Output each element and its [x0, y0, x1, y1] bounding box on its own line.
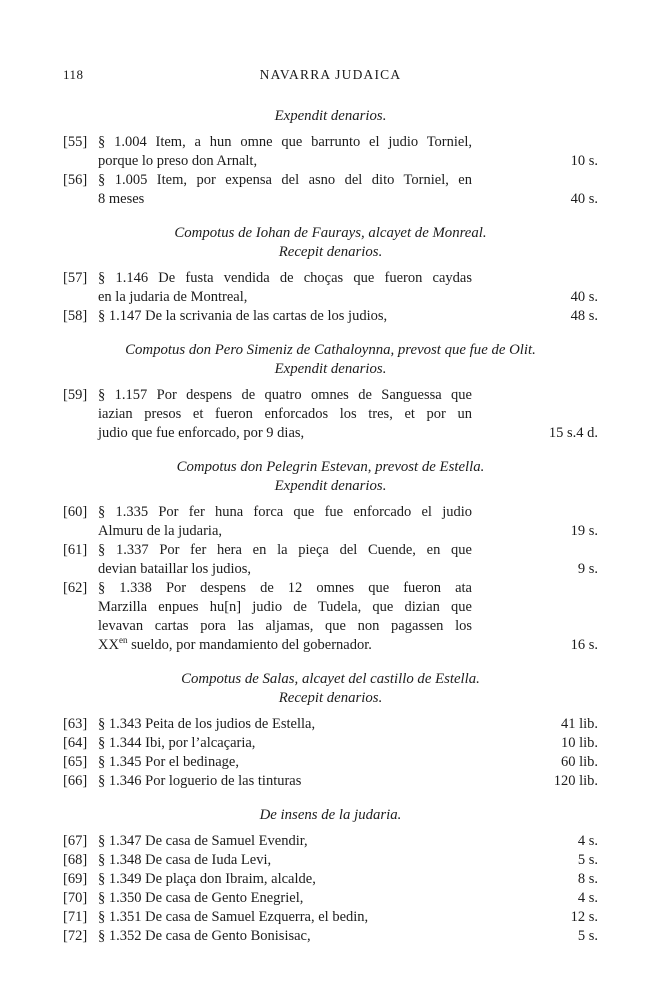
- ledger-entry: [63, 753, 598, 772]
- entry-line: judio que fue enforcado, por 9 dias,: [98, 425, 305, 441]
- page-number: 118: [63, 67, 84, 82]
- section-headings: [63, 806, 598, 825]
- entry-number: [58]: [63, 308, 88, 324]
- entry-amount: 48 s.: [570, 308, 598, 324]
- entry-text: [98, 889, 472, 908]
- entry-line: § 1.337 Por fer hera en la pieça del Cuende, en que: [98, 542, 472, 558]
- entry-line: § 1.349 De plaça don Ibraim, alcalde,: [98, 871, 316, 887]
- entry-text: [98, 870, 472, 889]
- section-heading: Expendit denarios.: [274, 478, 387, 494]
- ledger-entry: [63, 541, 598, 579]
- entry-amount: 9 s.: [577, 561, 598, 577]
- ledger-entry: [63, 908, 598, 927]
- entry-amount: 16 s.: [570, 637, 598, 653]
- account-section: [63, 670, 598, 791]
- account-section: [63, 458, 598, 655]
- entry-line: devian bataillar los judios,: [98, 561, 252, 577]
- entry-line: § 1.350 De casa de Gento Enegriel,: [98, 890, 304, 906]
- running-header: [63, 66, 598, 83]
- ledger-entry: [63, 307, 598, 326]
- ledger-entry: [63, 870, 598, 889]
- entry-number: [55]: [63, 134, 88, 150]
- entry-number: [68]: [63, 852, 88, 868]
- ledger-entry: [63, 133, 598, 171]
- entry-line: Marzilla enpues hu[n] judio de Tudela, que dizian que: [98, 599, 472, 615]
- entry-amount: 10 s.: [570, 153, 598, 169]
- entry-text: [98, 541, 472, 579]
- entry-amount: 12 s.: [570, 909, 598, 925]
- entry-text: [98, 133, 472, 171]
- section-heading: Compotus don Pero Simeniz de Cathaloynna, prevost que fue de Olit.: [125, 342, 536, 358]
- entry-text: [98, 503, 472, 541]
- ledger-entry: [63, 851, 598, 870]
- entry-amount: 4 s.: [577, 890, 598, 906]
- entry-amount: 41 lib.: [560, 716, 598, 732]
- entry-line: § 1.345 Por el bedinage,: [98, 754, 239, 770]
- entry-line: § 1.344 Ibi, por l’alcaçaria,: [98, 735, 256, 751]
- section-heading: Recepit denarios.: [278, 244, 383, 260]
- section-headings: [63, 107, 598, 126]
- entry-number: [57]: [63, 270, 88, 286]
- running-title: NAVARRA JUDAICA: [259, 67, 402, 82]
- section-headings: [63, 341, 598, 379]
- section-heading: Expendit denarios.: [274, 108, 387, 124]
- entry-number: [72]: [63, 928, 88, 944]
- section-heading: De insens de la judaria.: [259, 807, 402, 823]
- entry-line: § 1.004 Item, a hun omne que barrunto el judio Torniel,: [98, 134, 472, 150]
- account-section: [63, 107, 598, 209]
- section-heading: Compotus de Iohan de Faurays, alcayet de Monreal.: [174, 225, 487, 241]
- entry-line: § 1.348 De casa de Iuda Levi,: [98, 852, 272, 868]
- section-heading: Recepit denarios.: [278, 690, 383, 706]
- section-entries: [63, 832, 598, 946]
- entry-text: [98, 734, 472, 753]
- entry-line: $XX^{en}$ sueldo, por mandamiento del gobernador.: [98, 635, 372, 653]
- entry-line: Almuru de la judaria,: [98, 523, 223, 539]
- entry-amount: 15 s.4 d.: [548, 425, 598, 441]
- entry-line: levavan cartas pora las aljamas, que non pagassen los: [98, 618, 472, 634]
- entry-number: [67]: [63, 833, 88, 849]
- section-headings: [63, 670, 598, 708]
- entry-amount: 40 s.: [570, 289, 598, 305]
- entry-amount: 120 lib.: [553, 773, 598, 789]
- section-entries: [63, 133, 598, 209]
- ledger-entry: [63, 386, 598, 443]
- entry-text: [98, 851, 472, 870]
- entry-number: [66]: [63, 773, 88, 789]
- entry-text: [98, 579, 472, 655]
- entry-text: [98, 269, 472, 307]
- entry-amount: 10 lib.: [560, 735, 598, 751]
- section-entries: [63, 269, 598, 326]
- entry-line: § 1.346 Por loguerio de las tinturas: [98, 773, 302, 789]
- entry-line: en la judaria de Montreal,: [98, 289, 248, 305]
- text-block: [63, 107, 598, 946]
- entry-text: [98, 772, 472, 791]
- entry-amount: 40 s.: [570, 191, 598, 207]
- account-section: [63, 224, 598, 326]
- entry-number: [63]: [63, 716, 88, 732]
- entry-line: porque lo preso don Arnalt,: [98, 153, 258, 169]
- section-entries: [63, 715, 598, 791]
- account-section: [63, 341, 598, 443]
- entry-text: [98, 753, 472, 772]
- entry-text: [98, 715, 472, 734]
- ledger-entry: [63, 772, 598, 791]
- entry-number: [60]: [63, 504, 88, 520]
- entry-number: [64]: [63, 735, 88, 751]
- section-headings: [63, 458, 598, 496]
- ledger-entry: [63, 927, 598, 946]
- entry-amount: 19 s.: [570, 523, 598, 539]
- section-entries: [63, 386, 598, 443]
- entry-line: 8 meses: [98, 191, 145, 207]
- entry-line: § 1.351 De casa de Samuel Ezquerra, el bedin,: [98, 909, 369, 925]
- entry-amount: 8 s.: [577, 871, 598, 887]
- entry-number: [69]: [63, 871, 88, 887]
- entry-text: [98, 927, 472, 946]
- entry-number: [65]: [63, 754, 88, 770]
- ledger-entry: [63, 579, 598, 655]
- section-heading: Compotus de Salas, alcayet del castillo de Estella.: [181, 671, 480, 687]
- entry-number: [62]: [63, 580, 88, 596]
- entry-number: [56]: [63, 172, 88, 188]
- entry-amount: 5 s.: [577, 852, 598, 868]
- entry-line: § 1.352 De casa de Gento Bonisisac,: [98, 928, 311, 944]
- section-entries: [63, 503, 598, 655]
- ledger-entry: [63, 503, 598, 541]
- section-heading: Expendit denarios.: [274, 361, 387, 377]
- entry-line: iazian presos et fueron enforcados los tres, et por un: [98, 406, 472, 422]
- ledger-entry: [63, 171, 598, 209]
- entry-number: [71]: [63, 909, 88, 925]
- entry-line: § 1.347 De casa de Samuel Evendir,: [98, 833, 308, 849]
- entry-line: § 1.335 Por fer huna forca que fue enforcado el judio: [98, 504, 472, 520]
- entry-line: § 1.005 Item, por expensa del asno del dito Torniel, en: [98, 172, 472, 188]
- entry-amount: 5 s.: [577, 928, 598, 944]
- entry-number: [70]: [63, 890, 88, 906]
- section-heading: Compotus don Pelegrin Estevan, prevost de Estella.: [176, 459, 485, 475]
- ledger-entry: [63, 734, 598, 753]
- ledger-entry: [63, 889, 598, 908]
- entry-number: [59]: [63, 387, 88, 403]
- entry-amount: 60 lib.: [560, 754, 598, 770]
- ledger-entry: [63, 715, 598, 734]
- entry-text: [98, 832, 472, 851]
- entry-text: [98, 386, 472, 443]
- entry-text: [98, 171, 472, 209]
- entry-amount: 4 s.: [577, 833, 598, 849]
- ledger-entry: [63, 269, 598, 307]
- entry-text: [98, 908, 472, 927]
- entry-text: [98, 307, 472, 326]
- entry-line: § 1.146 De fusta vendida de choças que fueron caydas: [98, 270, 472, 286]
- ledger-entry: [63, 832, 598, 851]
- entry-line: § 1.157 Por despens de quatro omnes de Sanguessa que: [98, 387, 472, 403]
- account-section: [63, 806, 598, 946]
- entry-number: [61]: [63, 542, 88, 558]
- entry-line: § 1.343 Peita de los judios de Estella,: [98, 716, 316, 732]
- section-headings: [63, 224, 598, 262]
- entry-line: § 1.147 De la scrivania de las cartas de los judios,: [98, 308, 388, 324]
- entry-line: § 1.338 Por despens de 12 omnes que fueron ata: [98, 580, 472, 596]
